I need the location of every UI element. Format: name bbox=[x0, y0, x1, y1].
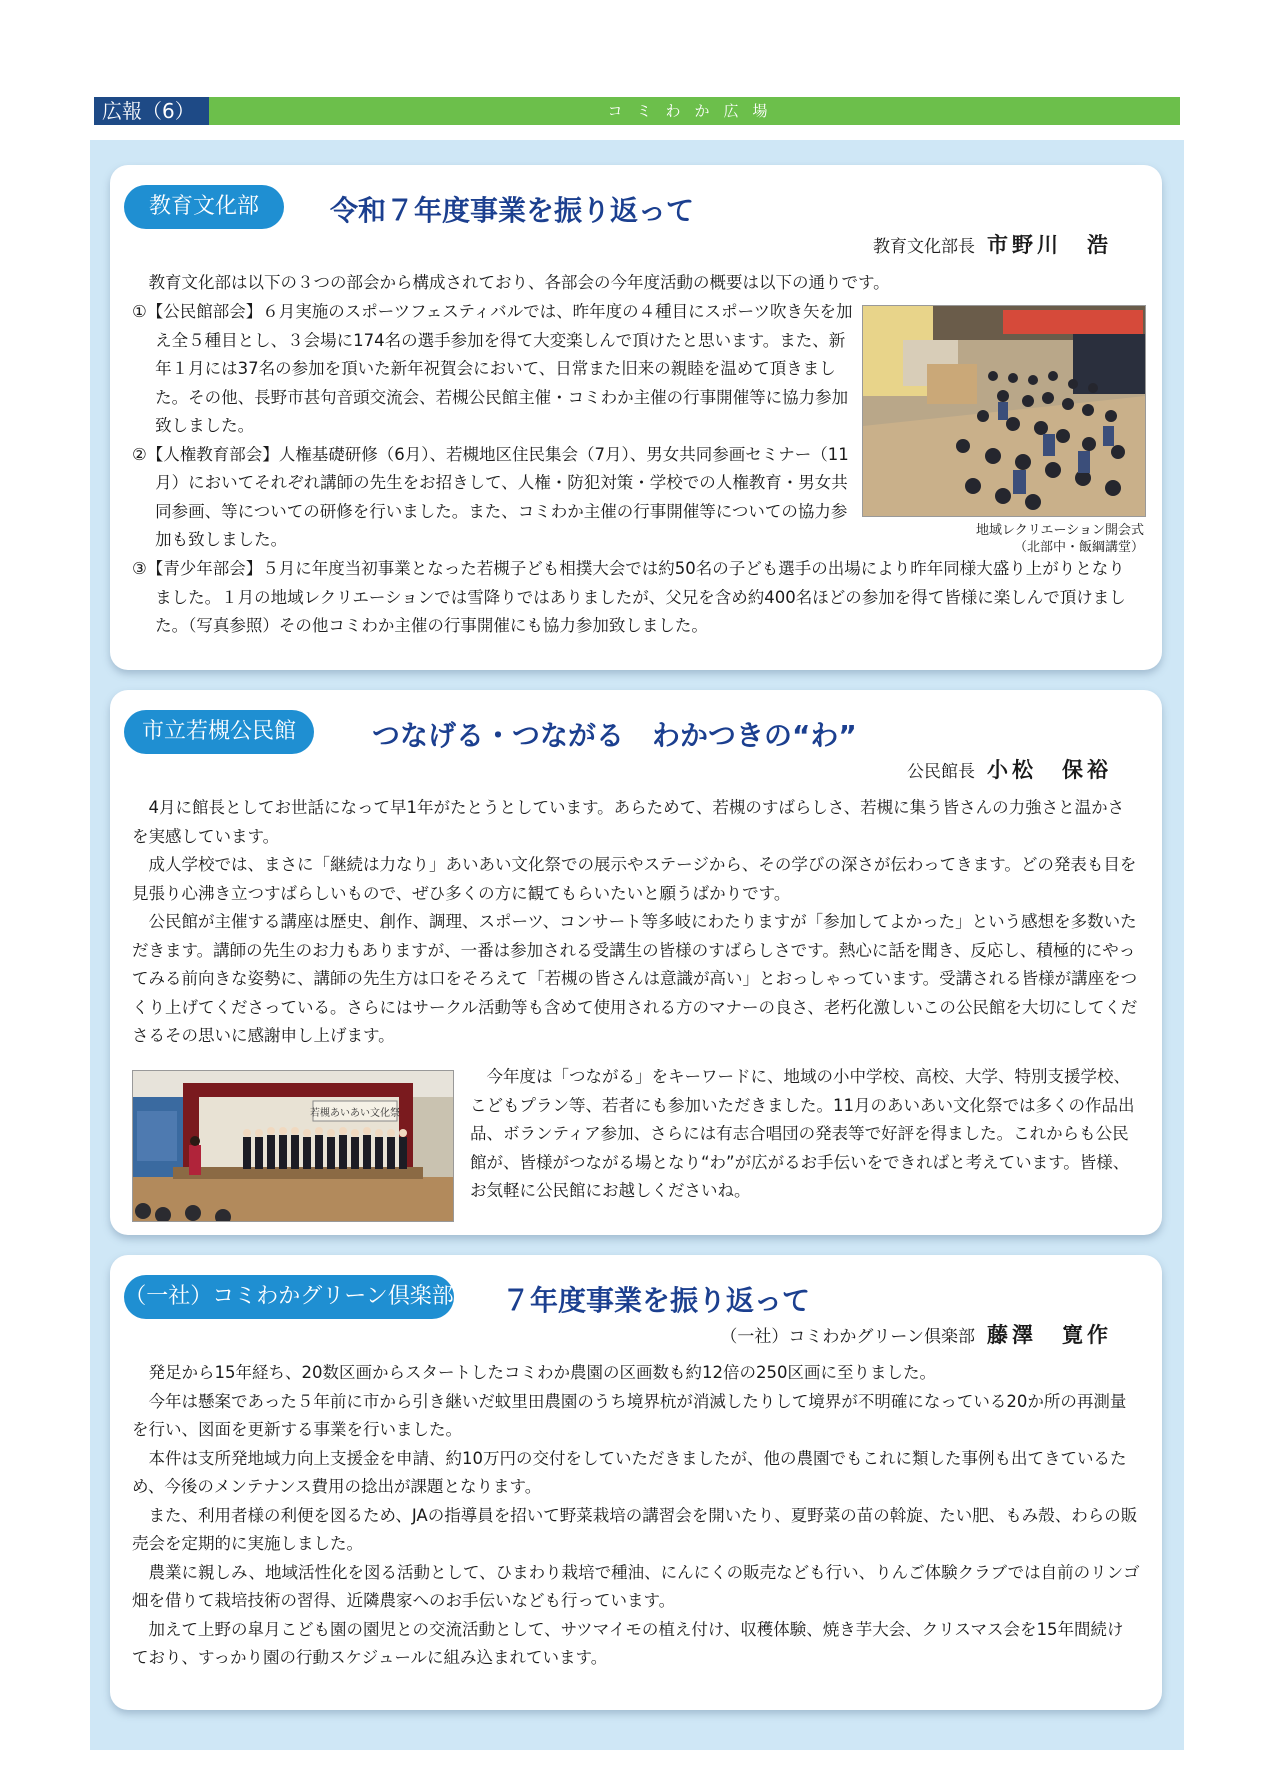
paragraph: 教育文化部は以下の３つの部会から構成されており、各部会の今年度活動の概要は以下の通りです。 bbox=[148, 273, 890, 292]
paragraph: 発足から15年経ち、20数区画からスタートしたコミわか農園の区画数も約12倍の250区画に至りました。 bbox=[148, 1363, 936, 1382]
paragraph: 農業に親しみ、地域活性化を図る活動として、ひまわり栽培で種油、にんにくの販売なども行い、りんご体験クラブでは自前のリンゴ畑を借りて栽培技術の習得、近隣農家へのお手伝いなども行っています。 bbox=[132, 1562, 1140, 1610]
article-body-bottom bbox=[132, 555, 1140, 641]
article-body-right bbox=[470, 1063, 1140, 1206]
article-body-intro bbox=[132, 269, 1140, 298]
page-header bbox=[94, 97, 1180, 125]
article-body bbox=[132, 794, 1140, 1051]
paragraph: また、利用者様の利便を図るため、JAの指導員を招いて野菜栽培の講習会を開いたり、夏野菜の苗の斡旋、たい肥、もみ殻、わらの販売会を定期的に実施しました。 bbox=[132, 1505, 1138, 1553]
author-role: （一社）コミわかグリーン倶楽部 bbox=[720, 1327, 975, 1347]
department-badge: 教育文化部 bbox=[124, 185, 284, 229]
paragraph: ②【人権教育部会】人権基礎研修（6月）、若槻地区住民集会（7月）、男女共同参画セミナー（11月）においてそれぞれ講師の先生をお招きして、人権・防犯対策・学校での人権教育・男女共同参画、等についての研修を行いました。また、コミわか主催の行事開催等についての協力参加も致しました。 bbox=[132, 444, 849, 549]
author-name: 藤澤 寛作 bbox=[987, 1323, 1112, 1347]
article-body bbox=[132, 1359, 1140, 1673]
paragraph: 本件は支所発地域力向上支援金を申請、約10万円の交付をしていただきましたが、他の農園でもこれに類した事例も出てきているため、今後のメンテナンス費用の捻出が課題となります。 bbox=[132, 1448, 1127, 1496]
photo-caption-line1: 地域レクリエーション開会式 bbox=[976, 523, 1144, 538]
photo-choir-performance bbox=[132, 1070, 454, 1222]
paragraph: ③【青少年部会】５月に年度当初事業となった若槻子ども相撲大会では約50名の子ども選手の出場により昨年同様大盛り上がりとなりました。１月の地域レクリエーションでは雪降りではありましたが、父兄を含め約400名ほどの参加を得て皆様に楽しんで頂けました。（写真参照）その他コミわか主催の行事開催にも協力参加致しました。 bbox=[132, 559, 1126, 635]
stage-banner-text: 若槻あいあい文化祭 bbox=[310, 1108, 400, 1119]
article-body-left bbox=[132, 298, 857, 555]
article-title: つなげる・つながる わかつきの“わ” bbox=[372, 719, 857, 752]
department-badge: （一社）コミわかグリーン倶楽部 bbox=[124, 1275, 454, 1319]
paragraph: 加えて上野の皐月こども園の園児との交流活動として、サツマイモの植え付け、収穫体験、焼き芋大会、クリスマス会を15年間続けており、すっかり園の行動スケジュールに組み込まれています。 bbox=[132, 1619, 1124, 1667]
paragraph: 今年は懸案であった５年前に市から引き継いだ蚊里田農園のうち境界杭が消滅したりして境界が不明確になっている20か所の再測量を行い、図面を更新する事業を行いました。 bbox=[132, 1391, 1127, 1439]
article-education-culture bbox=[110, 165, 1162, 670]
department-badge: 市立若槻公民館 bbox=[124, 710, 314, 754]
paragraph: ①【公民館部会】６月実施のスポーツフェスティバルでは、昨年度の４種目にスポーツ吹き矢を加え全５種目とし、３会場に174名の選手参加を得て大変楽しんで頂けたと思います。また、新年１月には37名の参加を頂いた新年祝賀会において、日常また旧来の親睦を温めて頂きました。その他、長野市甚句音頭交流会、若槻公民館主催・コミわか主催の行事開催等に協力参加致しました。 bbox=[132, 302, 853, 435]
author-role: 公民館長 bbox=[907, 762, 975, 782]
article-title: ７年度事業を振り返って bbox=[502, 1284, 811, 1317]
article-author bbox=[873, 229, 1112, 259]
paragraph: 今年度は「つながる」をキーワードに、地域の小中学校、高校、大学、特別支援学校、こどもプラン等、若者にも参加いただきました。11月のあいあい文化祭では多くの作品出品、ボランティア参加、さらには有志合唱団の発表等で好評を得ました。これからも公民館が、皆様がつながる場となり“わ”が広がるお手伝いをできればと考えています。皆様、お気軽に公民館にお越しくださいね。 bbox=[470, 1067, 1135, 1200]
author-name: 市野川 浩 bbox=[987, 233, 1112, 257]
gym-crowd-photo bbox=[863, 306, 1145, 516]
article-author bbox=[907, 754, 1112, 784]
photo-recreation-opening bbox=[862, 305, 1146, 517]
author-role: 教育文化部長 bbox=[873, 237, 975, 257]
page-number-label: 広報（6） bbox=[94, 97, 209, 125]
photo-caption bbox=[976, 522, 1144, 556]
section-title: コミわか広場 bbox=[209, 97, 1180, 125]
paragraph: 4月に館長としてお世話になって早1年がたとうとしています。あらためて、若槻のすばらしさ、若槻に集う皆さんの力強さと温かさを実感しています。 bbox=[132, 798, 1125, 846]
paragraph: 公民館が主催する講座は歴史、創作、調理、スポーツ、コンサート等多岐にわたりますが「参加してよかった」という感想を多数いただきます。講師の先生のお力もありますが、一番は参加される受講生の皆様のすばらしさです。熱心に話を聞き、反応し、積極的にやってみる前向きな姿勢に、講師の先生方は口をそろえて「若槻の皆さんは意識が高い」とおっしゃっています。受講される皆様が講座をつくり上げてくださっている。さらにはサークル活動等も含めて使用される方のマナーの良さ、老朽化激しいこの公民館を大切にしてくださるその思いに感謝申し上げます。 bbox=[132, 912, 1138, 1045]
article-title: 令和７年度事業を振り返って bbox=[330, 194, 695, 227]
article-kominkan bbox=[110, 690, 1162, 1235]
article-green-club bbox=[110, 1255, 1162, 1710]
stage-choir-photo bbox=[133, 1071, 453, 1221]
author-name: 小松 保裕 bbox=[987, 758, 1112, 782]
article-author bbox=[720, 1319, 1112, 1349]
photo-caption-line2: （北部中・飯綱講堂） bbox=[1013, 540, 1144, 555]
paragraph: 成人学校では、まさに「継続は力なり」あいあい文化祭での展示やステージから、その学びの深さが伝わってきます。どの発表も目を見張り心沸き立つすばらしいもので、ぜひ多くの方に観てもらいたいと願うばかりです。 bbox=[132, 855, 1137, 903]
